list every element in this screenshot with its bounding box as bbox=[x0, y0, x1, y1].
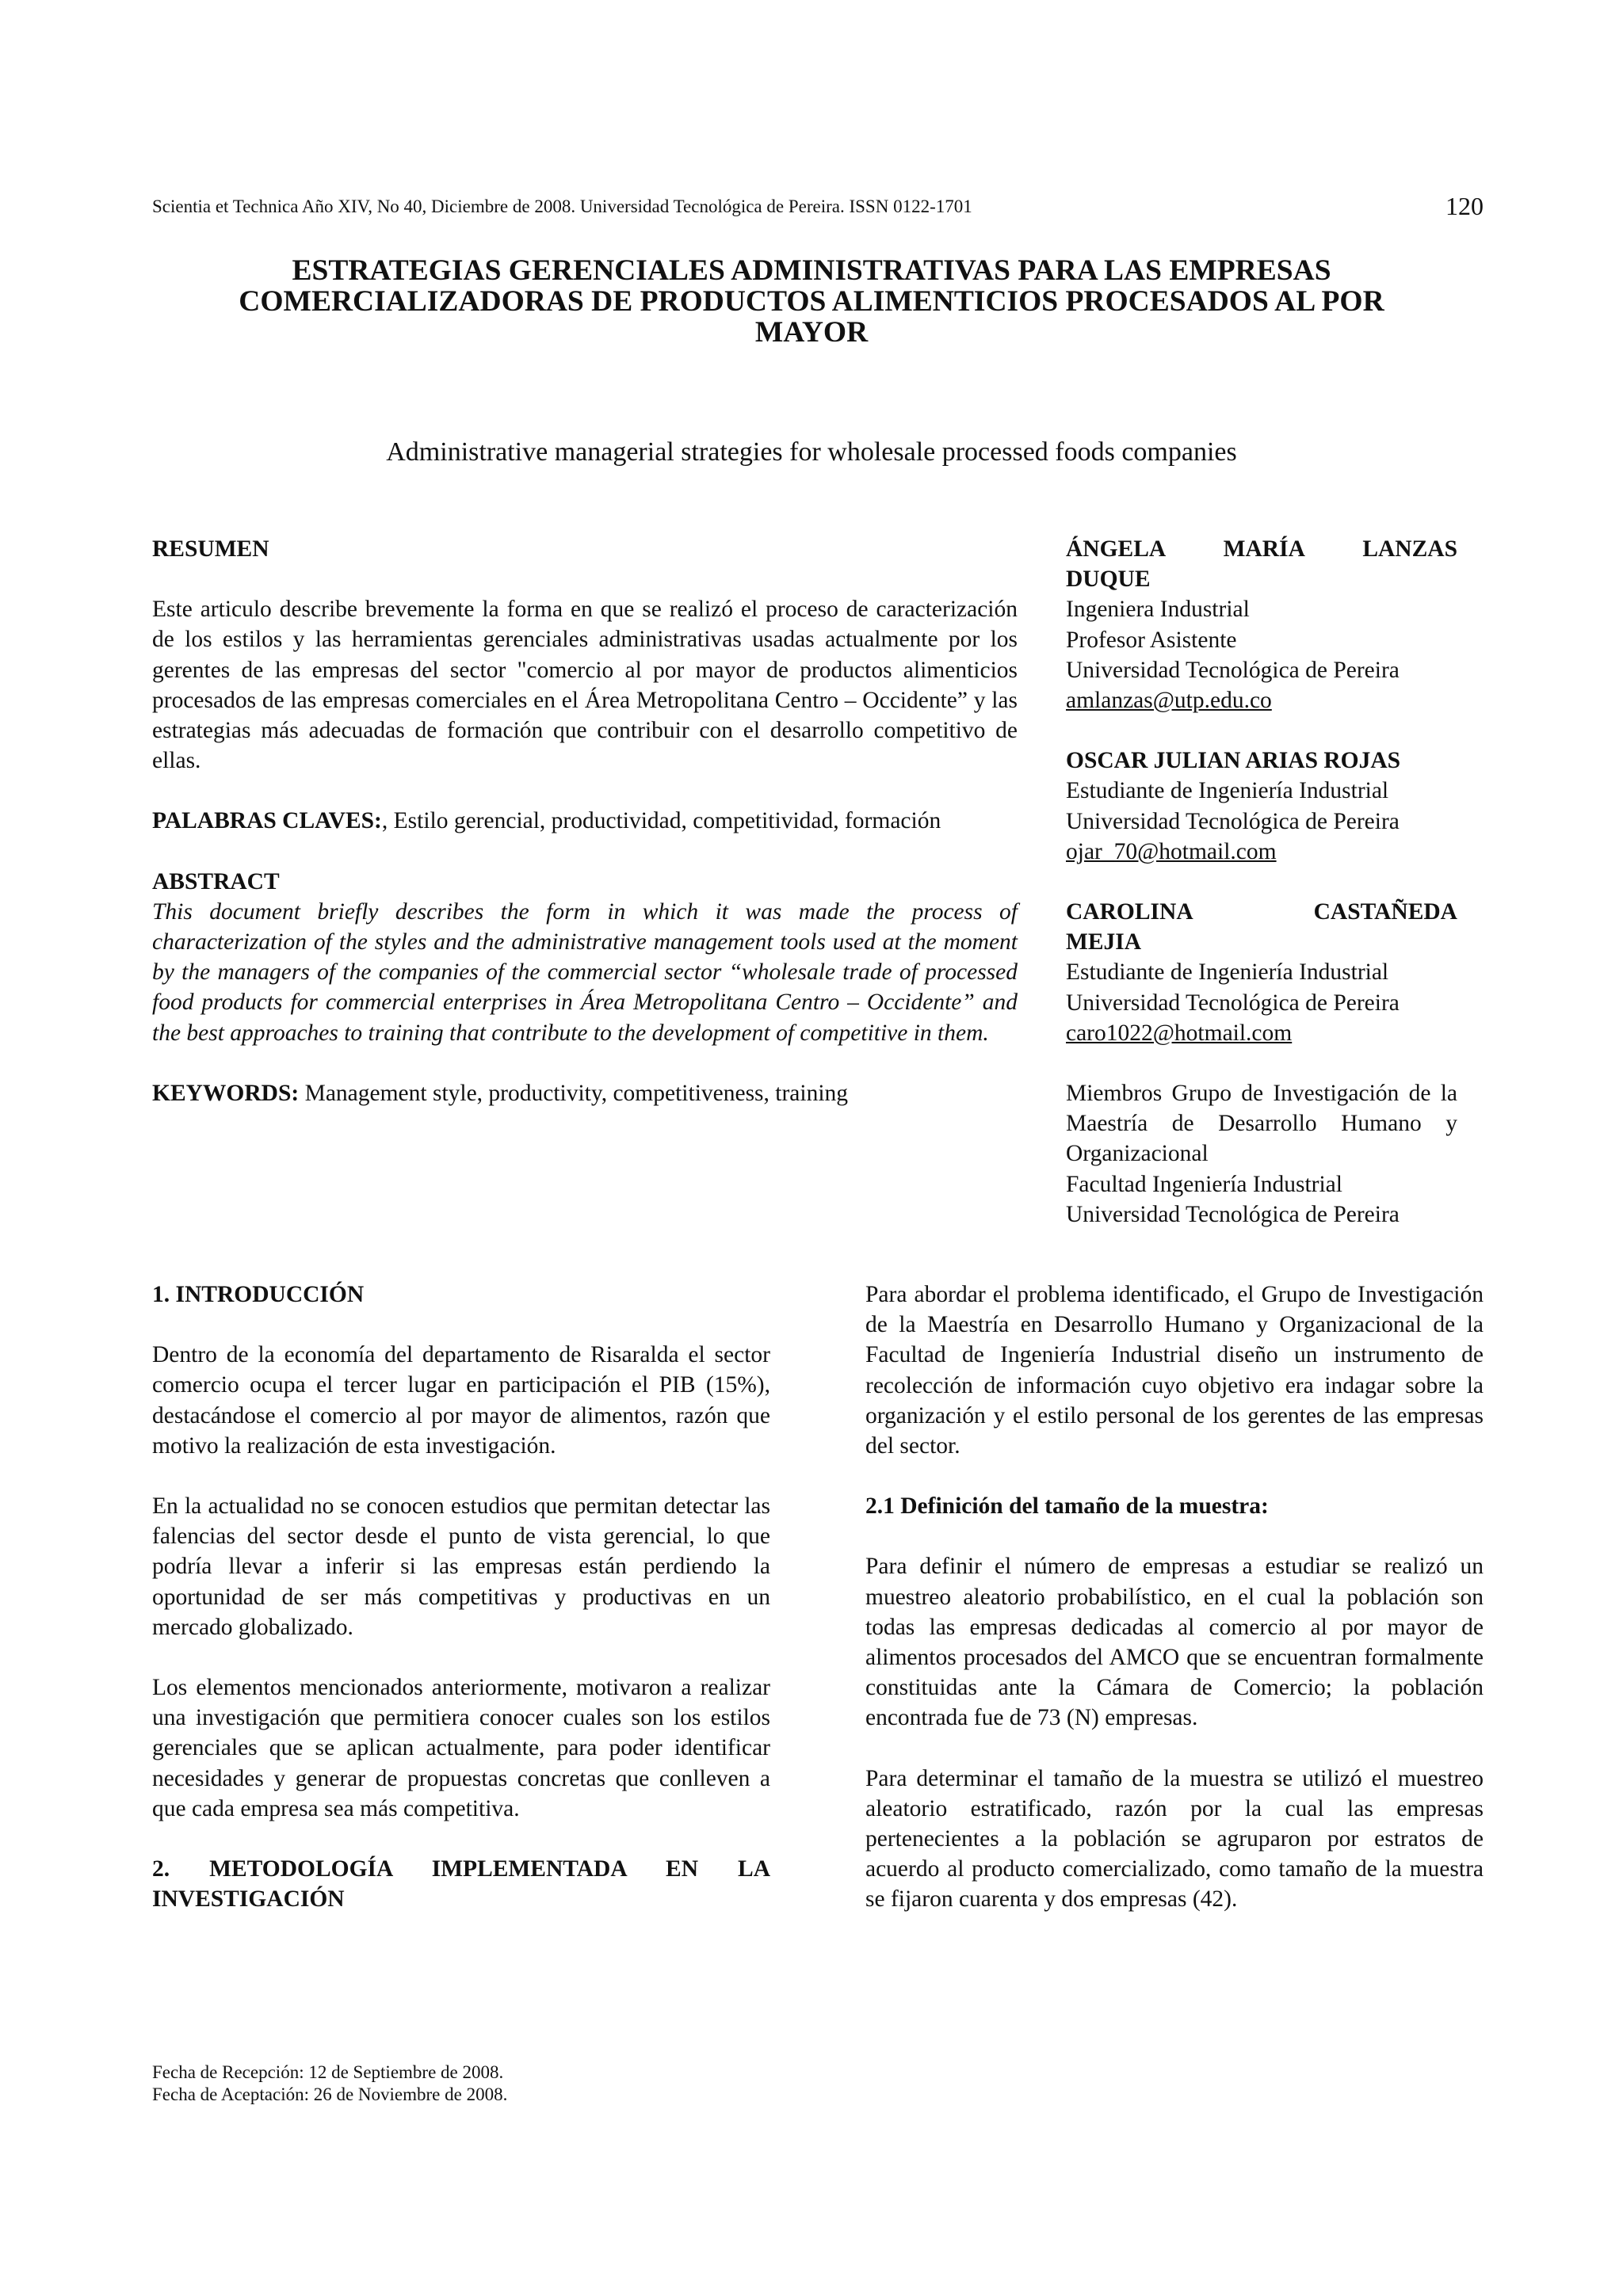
accepted-date: Fecha de Aceptación: 26 de Noviembre de 2008. bbox=[152, 2084, 508, 2104]
author-2-line: Estudiante de Ingeniería Industrial bbox=[1066, 778, 1389, 804]
author-2 bbox=[1066, 746, 1457, 867]
author-3-line: Universidad Tecnológica de Pereira bbox=[1066, 990, 1400, 1016]
author-3-email-link[interactable]: caro1022@hotmail.com bbox=[1066, 1020, 1293, 1046]
author-2-email-link[interactable]: ojar_70@hotmail.com bbox=[1066, 838, 1277, 864]
author-1-email-link[interactable]: amlanzas@utp.edu.co bbox=[1066, 688, 1272, 714]
abstract-column bbox=[152, 534, 1018, 1108]
affiliation-line: Facultad Ingeniería Industrial bbox=[1066, 1171, 1342, 1197]
author-1-line: Ingeniera Industrial bbox=[1066, 597, 1250, 623]
section-1-paragraph: En la actualidad no se conocen estudios que permitan detectar las falencias del sector desde el punto de vista gerencial, lo que podría llevar a inferir si las empresas están perdiendo la oportunidad de ser más competitivas y productivas en un mercado globalizado. bbox=[152, 1493, 770, 1640]
palabras-claves-label: PALABRAS CLAVES: bbox=[152, 808, 382, 834]
resumen-heading: RESUMEN bbox=[152, 536, 269, 562]
author-1-name-rest: DUQUE bbox=[1066, 566, 1151, 593]
section-1-paragraph: Dentro de la economía del departamento de Risaralda el sector comercio ocupa el tercer lugar en participación el PIB (15%), destacándose el comercio al por mayor de alimentos, razón que motivo la realización de esta investigación. bbox=[152, 1342, 770, 1459]
authors-column bbox=[1066, 534, 1457, 1230]
section-2-1-heading: 2.1 Definición del tamaño de la muestra: bbox=[865, 1493, 1269, 1520]
section-2-1-paragraph: Para determinar el tamaño de la muestra se utilizó el muestreo aleatorio estratificado, razón por la cual las empresas pertenecientes a la población se agruparon por estratos de acuerdo al producto comercializado, como tamaño de la muestra se fijaron cuarenta y dos empresas (42). bbox=[865, 1765, 1484, 1913]
palabras-claves-text: , Estilo gerencial, productividad, competitividad, formación bbox=[381, 808, 941, 834]
body-column-left bbox=[152, 1280, 770, 1914]
author-3-line: Estudiante de Ingeniería Industrial bbox=[1066, 959, 1389, 986]
author-3-name-rest: MEJIA bbox=[1066, 929, 1142, 955]
author-1-line: Universidad Tecnológica de Pereira bbox=[1066, 657, 1400, 683]
section-2-paragraph: Para abordar el problema identificado, el Grupo de Investigación de la Maestría en Desarrollo Humano y Organizacional de la Facultad de Ingeniería Industrial diseño un instrumento de recolección de información cuyo objetivo era indagar sobre la organización y el estilo personal de los gerentes de las empresas del sector. bbox=[865, 1282, 1484, 1459]
author-3 bbox=[1066, 897, 1457, 1048]
abstract-heading: ABSTRACT bbox=[152, 868, 280, 894]
section-2-1-paragraph: Para definir el número de empresas a estudiar se realizó un muestreo aleatorio probabilístico, en el cual la población son todas las empresas dedicadas al comercio al por mayor de alimentos procesados del AMCO que se encuentran formalmente constituidas ante la Cámara de Comercio; la población encontrada fue de 73 (N) empresas. bbox=[865, 1554, 1484, 1731]
title-line-3: MAYOR bbox=[754, 316, 869, 349]
keywords-label: KEYWORDS: bbox=[152, 1080, 300, 1106]
body-column-right bbox=[865, 1280, 1484, 1915]
section-1-paragraph: Los elementos mencionados anteriormente, motivaron a realizar una investigación que permitiera conocer cuales son los estilos gerenciales que se aplican actualmente, para poder identificar necesidades y generar de propuestas concretas que conlleven a que cada empresa sea más competitiva. bbox=[152, 1675, 770, 1821]
running-head: Scientia et Technica Año XIV, No 40, Diciembre de 2008. Universidad Tecnológica de Pereira. ISSN 0122-1701 bbox=[152, 196, 972, 216]
keywords-text: Management style, productivity, competitiveness, training bbox=[299, 1080, 849, 1106]
author-1-name: ÁNGELA MARÍA LANZAS bbox=[1066, 536, 1457, 562]
author-2-line: Universidad Tecnológica de Pereira bbox=[1066, 808, 1400, 834]
title-line-2: COMERCIALIZADORAS DE PRODUCTOS ALIMENTICIOS PROCESADOS AL POR bbox=[239, 285, 1384, 318]
affiliation-line: Universidad Tecnológica de Pereira bbox=[1066, 1201, 1400, 1227]
footnote bbox=[152, 2061, 507, 2106]
affiliation bbox=[1066, 1078, 1457, 1230]
title-line-1: ESTRATEGIAS GERENCIALES ADMINISTRATIVAS PARA LAS EMPRESAS bbox=[292, 254, 1331, 287]
affiliation-text: Miembros Grupo de Investigación de la Maestría de Desarrollo Humano y Organizacional bbox=[1066, 1081, 1457, 1167]
author-2-name: OSCAR JULIAN ARIAS ROJAS bbox=[1066, 748, 1401, 774]
received-date: Fecha de Recepción: 12 de Septiembre de 2008. bbox=[152, 2062, 504, 2082]
keywords bbox=[152, 1078, 1018, 1108]
section-1-heading: 1. INTRODUCCIÓN bbox=[152, 1282, 365, 1307]
abstract-text: This document briefly describes the form in which it was made the process of characterization of the styles and the administrative management tools used at the moment by the managers of the companies of the commercial sector “wholesale trade of processed food products for commercial enterprises in Área Metropolitana Centro – Occidente” and the best approaches to training that contribute to the development of competitive in them. bbox=[152, 898, 1018, 1046]
author-1 bbox=[1066, 534, 1457, 715]
resumen-text: Este articulo describe brevemente la forma en que se realizó el proceso de caracterización de los estilos y las herramientas gerenciales administrativas usadas actualmente por los gerentes de las empresas del sector "comercio al por mayor de productos alimenticios procesados de las empresas comerciales en el Área Metropolitana Centro – Occidente” y las estrategias más adecuadas de formación que contribuir con el desarrollo competitivo de ellas. bbox=[152, 597, 1018, 774]
section-2-heading: 2. METODOLOGÍA IMPLEMENTADA EN LA INVESTIGACIÓN bbox=[152, 1856, 770, 1913]
paper-title bbox=[152, 255, 1471, 348]
paper-subtitle: Administrative managerial strategies for wholesale processed foods companies bbox=[386, 437, 1237, 467]
palabras-claves bbox=[152, 806, 1018, 836]
author-1-line: Profesor Asistente bbox=[1066, 627, 1237, 653]
author-3-name: CAROLINA CASTAÑEDA bbox=[1066, 899, 1457, 925]
page-number: 120 bbox=[1445, 192, 1484, 220]
